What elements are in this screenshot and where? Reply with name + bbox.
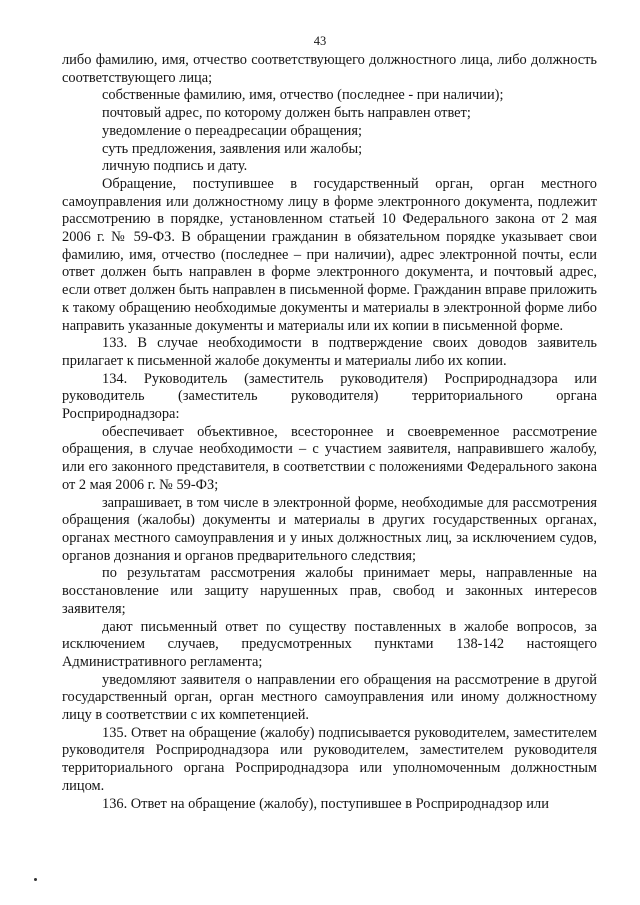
paragraph-duty-request: запрашивает, в том числе в электронной форме, необходимые для рассмотрения обращения (жалобы) документы и материалы в других государственных органах, органах местного самоуправления и у иных должностных лиц, за исключением судов, органов дознания и органов предварительного следствия; [62, 494, 597, 564]
paragraph-electronic-appeal: Обращение, поступившее в государственный орган, орган местного самоуправления или должностному лицу в форме электронного документа, подлежит рассмотрению в порядке, установленном статьей 10 Федерального закона от 2 мая 2006 г. № 59-ФЗ. В обращении гражданин в обязательном порядке указывает свои фамилию, имя, отчество (последнее – при наличии), адрес электронной почты, если ответ должен быть направлен в форме электронного документа, и почтовый адрес, если ответ должен быть направлен в письменной форме. Гражданин вправе приложить к такому обращению необходимые документы и материалы в электронной форме либо направить указанные документы и материалы или их копии в письменной форме. [62, 175, 597, 334]
list-item-own-name: собственные фамилию, имя, отчество (последнее - при наличии); [102, 87, 504, 104]
list-item-redirect-notice: уведомление о переадресации обращения; [102, 122, 362, 139]
paragraph-continuation: либо фамилию, имя, отчество соответствующего должностного лица, либо должность соответствующего лица; [62, 52, 597, 86]
list-item-signature: личную подпись и дату. [102, 158, 248, 175]
paragraph-item-135: 135. Ответ на обращение (жалобу) подписывается руководителем, заместителем руководителя Росприроднадзора или руководителем, заместителем руководителя территориального органа Росприроднадзора или уполномоченным должностным лицом. [62, 724, 597, 794]
paragraph-duty-measures: по результатам рассмотрения жалобы принимает меры, направленные на восстановление или защиту нарушенных прав, свобод и законных интересов заявителя; [62, 565, 597, 617]
document-body [62, 52, 597, 813]
paragraph-duty-review: обеспечивает объективное, всестороннее и своевременное рассмотрение обращения, в случае необходимости – с участием заявителя, направившего жалобу, или его законного представителя, в соответствии с положениями Федерального закона от 2 мая 2006 г. № 59-ФЗ; [62, 423, 597, 493]
paragraph-item-133: 133. В случае необходимости в подтверждение своих доводов заявитель прилагает к письменной жалобе документы и материалы либо их копии. [62, 335, 597, 369]
scan-speck [34, 878, 37, 881]
page-number: 43 [313, 34, 327, 48]
paragraph-duty-notify: уведомляют заявителя о направлении его обращения на рассмотрение в другой государственный орган, орган местного самоуправления или иному должностному лицу в соответствии с их компетенцией. [62, 671, 597, 724]
list-item-essence: суть предложения, заявления или жалобы; [102, 140, 363, 157]
paragraph-item-134: 134. Руководитель (заместитель руководителя) Росприроднадзора или руководитель (заместитель руководителя) территориального органа Росприроднадзора: [62, 370, 597, 423]
paragraph-item-136: 136. Ответ на обращение (жалобу), поступившее в Росприроднадзор или [102, 795, 549, 812]
list-item-postal-address: почтовый адрес, по которому должен быть направлен ответ; [102, 105, 471, 122]
paragraph-duty-answer: дают письменный ответ по существу поставленных в жалобе вопросов, за исключением случаев, предусмотренных пунктами 138-142 настоящего Административного регламента; [62, 618, 597, 670]
